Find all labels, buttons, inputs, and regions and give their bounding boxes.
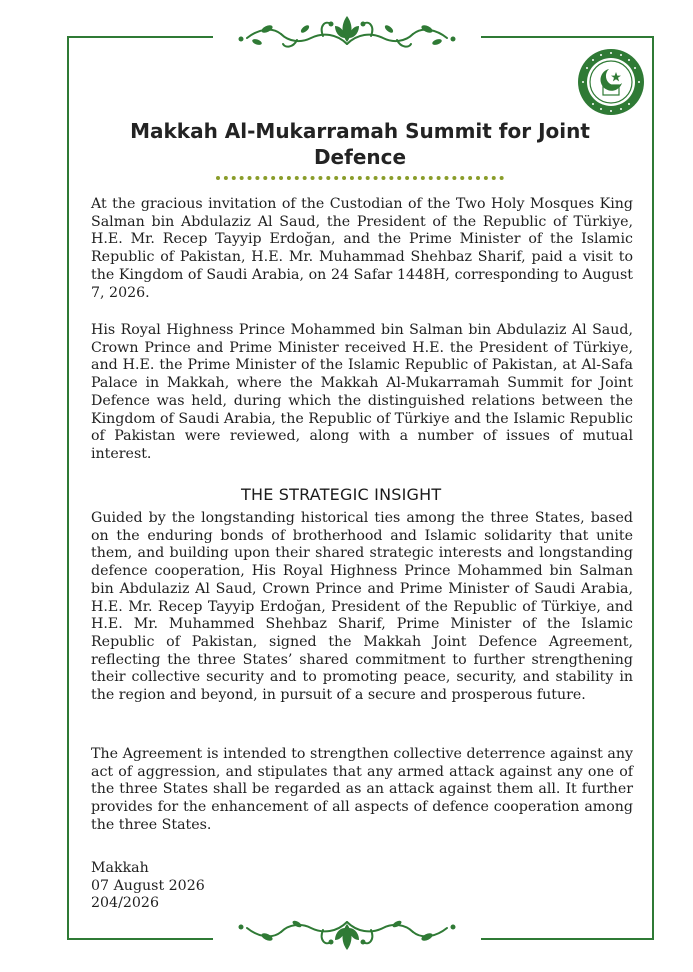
- watermark-text: THE STRATEGIC INSIGHT: [241, 485, 442, 504]
- document-title: Makkah Al-Mukarramah Summit for Joint Defence: [130, 119, 590, 169]
- signoff-block: [91, 860, 205, 913]
- signoff-place: Makkah: [91, 860, 149, 876]
- paragraph-4: The Agreement is intended to strengthen collective deterrence against any act of aggression, and stipulates that any armed attack against any one of the three States shall be regarded as an attack against them all. It further provides for the enhancement of all aspects of defence cooperation among the three States.: [91, 746, 633, 833]
- paragraph-3: Guided by the longstanding historical ties among the three States, based on the enduring bonds of brotherhood and Islamic solidarity that unite them, and building upon their shared strategic interests and longstanding defence cooperation, His Royal Highness Prince Mohammed bin Salman bin Abdulaziz Al Saud, Crown Prince and Prime Minister of Saudi Arabia, H.E. Mr. Recep Tayyip Erdoğan, President of the Republic of Türkiye, and H.E. Mr. Muhammed Shehbaz Sharif, Prime Minister of the Islamic Republic of Pakistan, signed the Makkah Joint Defence Agreement, reflecting the three States’ shared commitment to further strengthening their collective security and to promoting peace, security, and stability in the region and beyond, in pursuit of a secure and prosperous future.: [91, 510, 633, 704]
- floral-ornament-bottom-icon: [213, 914, 481, 958]
- signoff-date: 07 August 2026: [91, 877, 205, 894]
- floral-ornament-top-icon: [213, 12, 481, 56]
- signoff-reference: 204/2026: [91, 895, 159, 912]
- paragraph-2: His Royal Highness Prince Mohammed bin Salman bin Abdulaziz Al Saud, Crown Prince and Prime Minister received H.E. the President of Türkiye, and H.E. the Prime Minister of the Islamic Republic of Pakistan, at Al-Safa Palace in Makkah, where the Makkah Al-Mukarramah Summit for Joint Defence was held, during which the distinguished relations between the Kingdom of Saudi Arabia, the Republic of Türkiye and the Islamic Republic of Pakistan were reviewed, along with a number of issues of mutual interest.: [91, 322, 633, 462]
- ministry-seal-icon: [576, 47, 646, 117]
- paragraph-1: At the gracious invitation of the Custodian of the Two Holy Mosques King Salman bin Abdulaziz Al Saud, the President of the Republic of Türkiye, H.E. Mr. Recep Tayyip Erdoğan, and the Prime Minister of the Islamic Republic of Pakistan, H.E. Mr. Muhammad Shehbaz Sharif, paid a visit to the Kingdom of Saudi Arabia, on 24 Safar 1448H, corresponding to August 7, 2026.: [91, 196, 633, 301]
- title-dotted-divider: [216, 176, 504, 180]
